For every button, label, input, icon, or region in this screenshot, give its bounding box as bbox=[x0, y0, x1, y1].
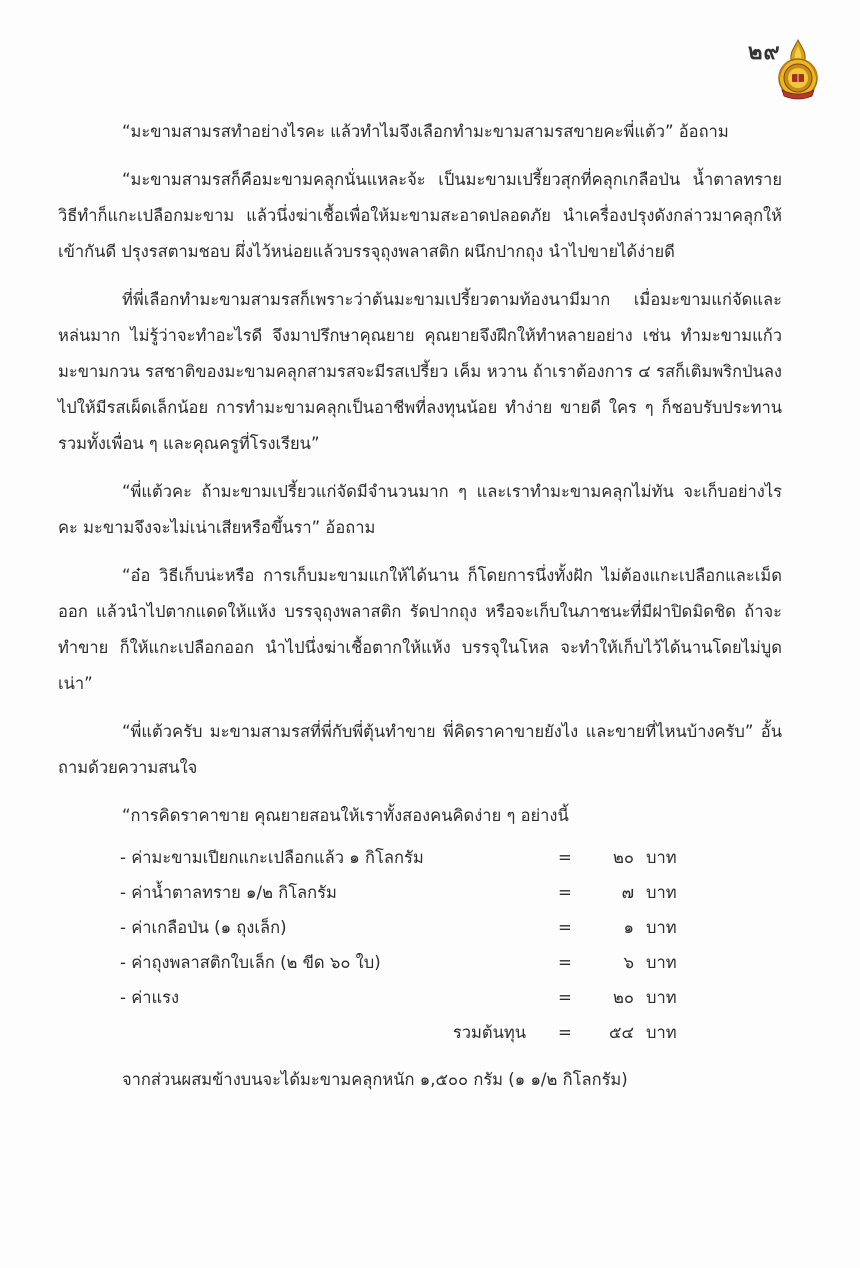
cost-row bbox=[120, 980, 720, 1015]
cost-item-value: ๑ bbox=[623, 917, 634, 937]
cost-item-equals: = bbox=[558, 987, 572, 1007]
paragraph-answer-3: “อ๋อ วิธีเก็บน่ะหรือ การเก็บมะขามแกให้ได้นาน ก็โดยการนึ่งทั้งฝัก ไม่ต้องแกะเปลือกและเม็ดออก แล้วนำไปตากแดดให้แห้ง บรรจุถุงพลาสติก รัดปากถุง หรือจะเก็บในภาชนะที่มีฝาปิดมิดชิด ถ้าจะทำขาย ก็ให้แกะเปลือกออก นำไปนึ่งฆ่าเชื้อตากให้แห้ง บรรจุในโหล จะทำให้เก็บไว้ได้นานโดยไม่บูดเน่า” bbox=[58, 566, 782, 693]
cost-item-equals: = bbox=[558, 952, 572, 972]
cost-item-label: - ค่าแรง bbox=[120, 987, 180, 1007]
cost-item-equals: = bbox=[558, 882, 572, 902]
paragraph-answer-2: ที่พี่เลือกทำมะขามสามรสก็เพราะว่าต้นมะขามเปรี้ยวตามท้องนามีมาก เมื่อมะขามแก่จัดและหล่นมาก ไม่รู้ว่าจะทำอะไรดี จึงมาปรึกษาคุณยาย คุณยายจึงฝึกให้ทำหลายอย่าง เช่น ทำมะขามแก้ว มะขามกวน รสชาติของมะขามคลุกสามรสจะมีรสเปรี้ยว เค็ม หวาน ถ้าเราต้องการ ๔ รสก็เติมพริกป่นลงไปให้มีรสเผ็ดเล็กน้อย การทำมะขามคลุกเป็นอาชีพที่ลงทุนน้อย ทำง่าย ขายดี ใคร ๆ ก็ชอบรับประทาน รวมทั้งเพื่อน ๆ และคุณครูที่โรงเรียน” bbox=[58, 290, 782, 453]
cost-item-equals: = bbox=[558, 917, 572, 937]
school-emblem-icon bbox=[776, 38, 820, 100]
cost-total-row bbox=[120, 1015, 720, 1050]
cost-item-label: - ค่ามะขามเปียกแกะเปลือกแล้ว ๑ กิโลกรัม bbox=[120, 847, 424, 867]
cost-total-unit: บาท bbox=[646, 1022, 677, 1042]
cost-item-unit: บาท bbox=[646, 847, 677, 867]
cost-item-value: ๗ bbox=[621, 882, 634, 902]
cost-row bbox=[120, 840, 720, 875]
cost-total-equals: = bbox=[558, 1022, 572, 1042]
page-number: ๒๙ bbox=[748, 40, 781, 65]
cost-table bbox=[120, 840, 720, 1050]
cost-total-label: รวมต้นทุน bbox=[452, 1022, 526, 1042]
cost-item-value: ๖ bbox=[623, 952, 634, 972]
cost-item-label: - ค่าเกลือป่น (๑ ถุงเล็ก) bbox=[120, 917, 287, 937]
cost-item-unit: บาท bbox=[646, 987, 677, 1007]
cost-item-value: ๒๐ bbox=[613, 847, 634, 867]
yield-statement: จากส่วนผสมข้างบนจะได้มะขามคลุกหนัก ๑,๕๐๐ กรัม (๑ ๑/๒ กิโลกรัม) bbox=[122, 1070, 628, 1089]
cost-item-equals: = bbox=[558, 847, 572, 867]
document-body bbox=[58, 114, 782, 1098]
paragraph-question-3: “พี่แต้วครับ มะขามสามรสที่พี่กับพี่ตุ้นทำขาย พี่คิดราคาขายยังไง และขายที่ไหนบ้างครับ” อั้นถามด้วยความสนใจ bbox=[58, 722, 782, 777]
paragraph-question-1: “มะขามสามรสทำอย่างไรคะ แล้วทำไมจึงเลือกทำมะขามสามรสขายคะพี่แต้ว” อ้อถาม bbox=[122, 122, 729, 141]
cost-intro: “การคิดราคาขาย คุณยายสอนให้เราทั้งสองคนคิดง่าย ๆ อย่างนี้ bbox=[122, 806, 569, 825]
cost-item-unit: บาท bbox=[646, 952, 677, 972]
cost-row bbox=[120, 875, 720, 910]
paragraph-question-2: “พี่แต้วคะ ถ้ามะขามเปรี้ยวแก่จัดมีจำนวนมาก ๆ และเราทำมะขามคลุกไม่ทัน จะเก็บอย่างไรคะ มะขามจึงจะไม่เน่าเสียหรือขึ้นรา” อ้อถาม bbox=[58, 482, 782, 537]
cost-item-label: - ค่าถุงพลาสติกใบเล็ก (๒ ขีด ๖๐ ใบ) bbox=[120, 952, 381, 972]
cost-item-unit: บาท bbox=[646, 917, 677, 937]
cost-item-unit: บาท bbox=[646, 882, 677, 902]
cost-item-label: - ค่าน้ำตาลทราย ๑/๒ กิโลกรัม bbox=[120, 882, 337, 902]
cost-total-value: ๕๔ bbox=[609, 1022, 634, 1042]
cost-item-value: ๒๐ bbox=[613, 987, 634, 1007]
cost-row bbox=[120, 945, 720, 980]
paragraph-answer-1: “มะขามสามรสก็คือมะขามคลุกนั่นแหละจ้ะ เป็นมะขามเปรี้ยวสุกที่คลุกเกลือป่น น้ำตาลทราย วิธีทำก็แกะเปลือกมะขาม แล้วนึ่งฆ่าเชื้อเพื่อให้มะขามสะอาดปลอดภัย นำเครื่องปรุงดังกล่าวมาคลุกให้เข้ากันดี ปรุงรสตามชอบ ผึ่งไว้หน่อยแล้วบรรจุถุงพลาสติก ผนึกปากถุง นำไปขายได้ง่ายดี bbox=[58, 170, 782, 261]
cost-row bbox=[120, 910, 720, 945]
